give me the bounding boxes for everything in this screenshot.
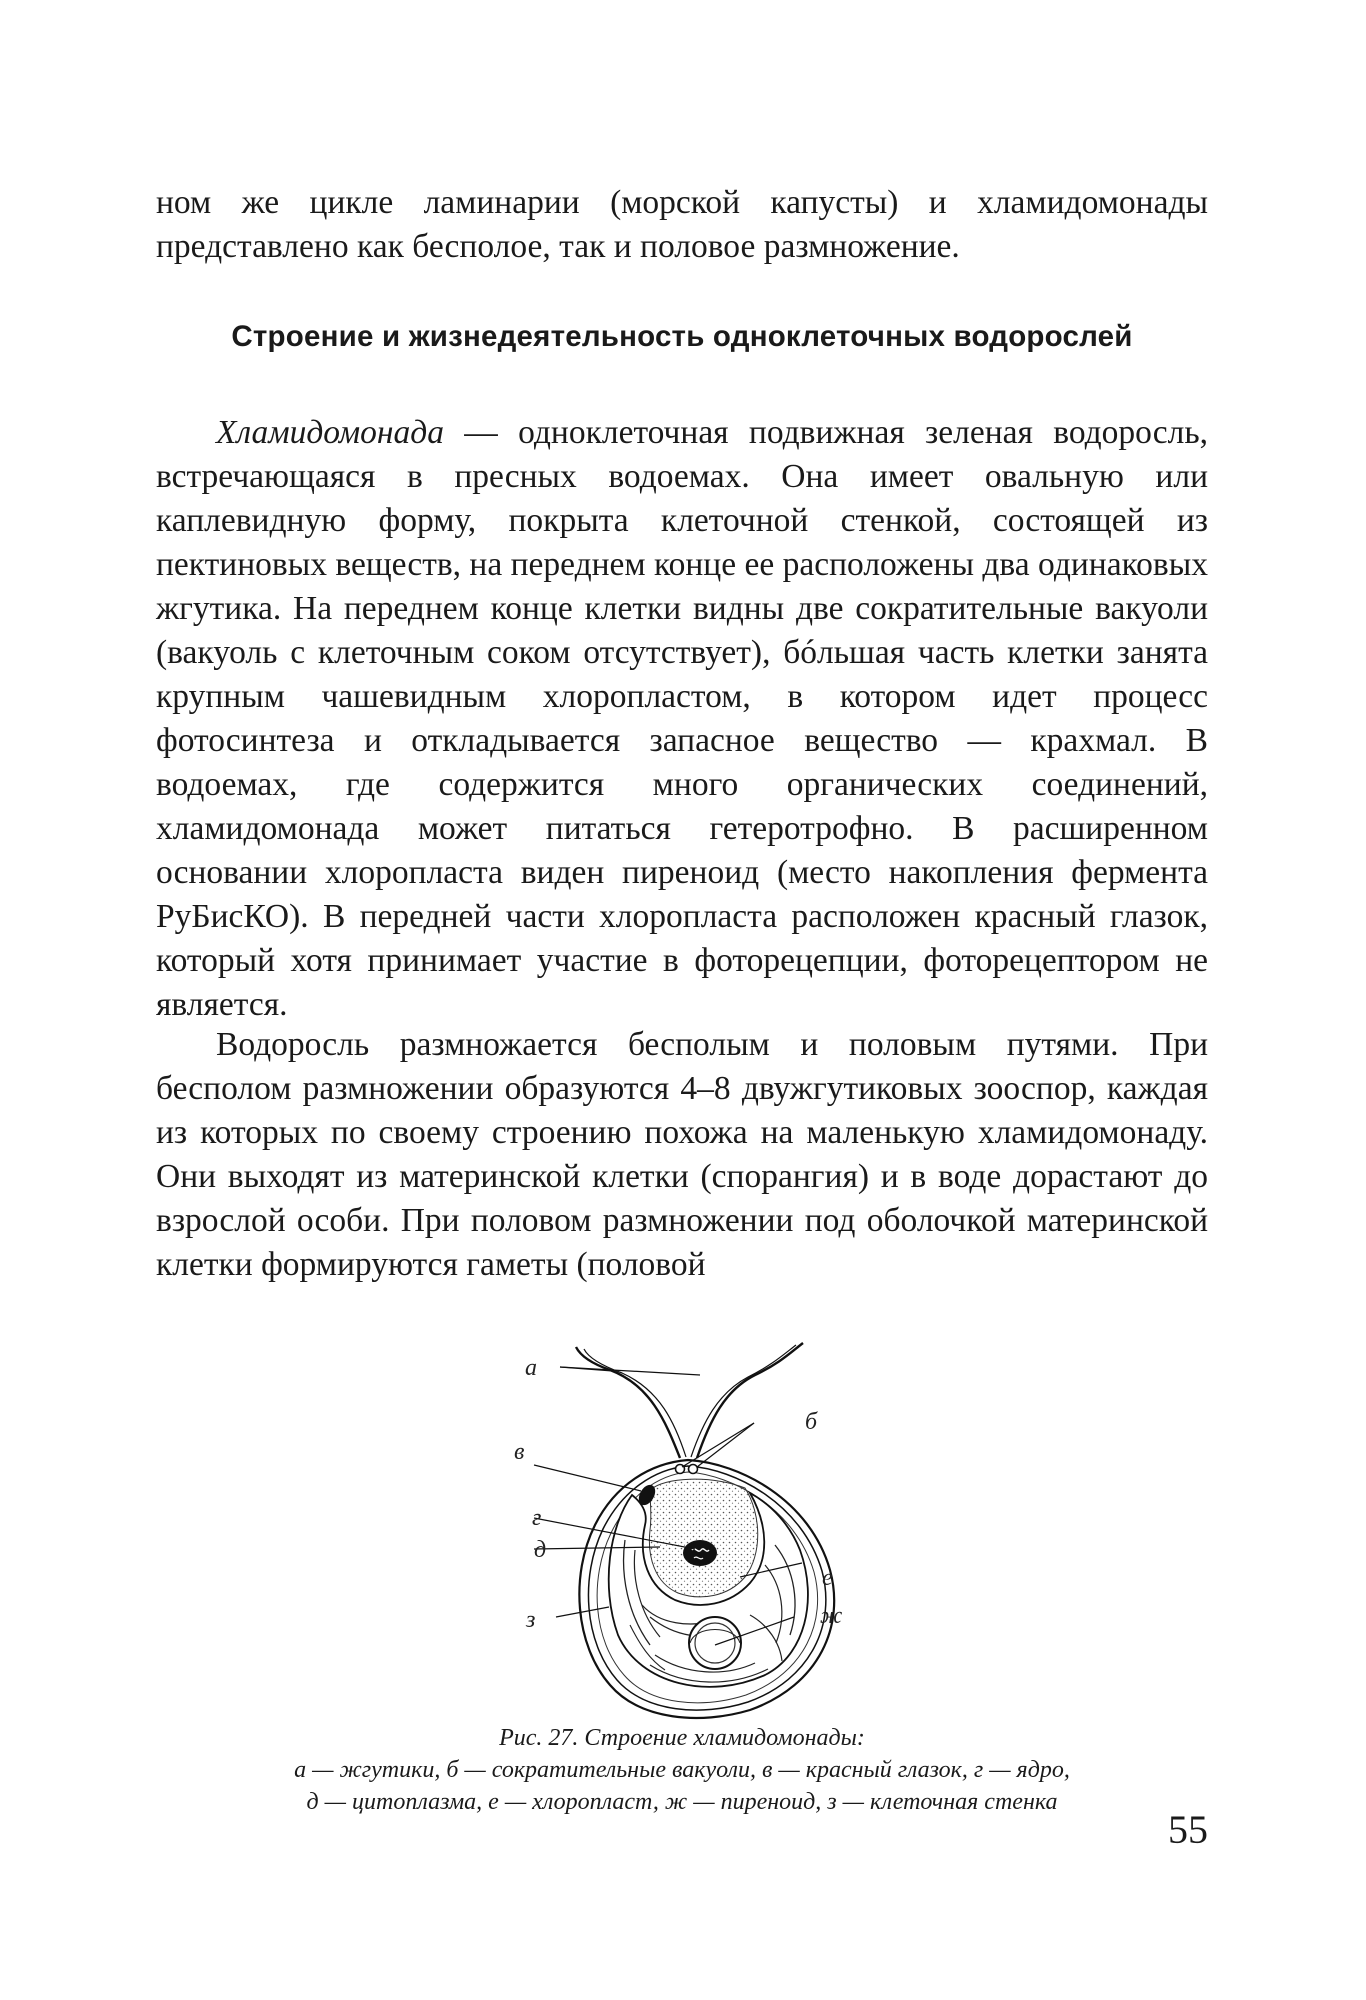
label-b-contractile-vacuoles: б [805,1409,818,1435]
term-chlamydomonas: Хламидомонада [216,414,444,451]
page-number: 55 [1168,1807,1208,1852]
caption-title: Рис. 27. Строение хламидомонады: [499,1725,865,1751]
label-v-red-eyespot: в [514,1439,525,1465]
contractile-vacuole-right [689,1465,698,1474]
cytoplasm [649,1479,757,1597]
intro-paragraph: ном же цикле ламинарии (морской капусты) и хламидомонады представлено как бесполое, так и половое размножение. [156,184,1208,265]
chlamydomonas-diagram [500,1325,880,1725]
section-heading: Строение и жизнедеятельность одноклеточных водорослей [231,320,1133,353]
paragraph-reproduction: Водоросль размножается бесполым и половым путями. При бесполом размножении образуются 4–8 двужгутиковых зооспор, каждая из которых по своему строению похожа на маленькую хламидомонаду. Они выходят из материнской клетки (спорангия) и в воде дорастают до взрослой особи. При половом размножении под оболочкой материнской клетки формируются гаметы (половой [156,1026,1208,1283]
flagellum-left [576,1347,680,1458]
paragraph-1-text: — одноклеточная подвижная зеленая водоросль, встречающаяся в пресных водоемах. Она имеет овальную или каплевидную форму, покрыта клеточной стенкой, состоящей из пектиновых веществ, на переднем конце ее расположены два одинаковых жгутика. На переднем конце клетки видны две сократительные вакуоли (вакуоль с клеточным соком отсутствует), бóльшая часть клетки занята крупным чашевидным хлоропластом, в котором идет процесс фотосинтеза и откладывается запасное вещество — крахмал. В водоемах, где содержится много органических соединений, хламидомонада может питаться гетеротрофно. В расширенном основании хлоропласта виден пиреноид (место накопления фермента РуБисКО). В передней части хлоропласта расположен красный глазок, который хотя принимает участие в фоторецепции, фоторецептором не является. [156,414,1208,1023]
nucleus [683,1540,717,1566]
figure-caption [156,1722,1208,1818]
chlamydomonas-figure [500,1325,880,1725]
label-g-nucleus: г [532,1505,542,1531]
label-e-chloroplast: е [822,1565,833,1591]
label-d-cytoplasm: д [534,1537,547,1563]
caption-line-1: а — жгутики, б — сократительные вакуоли, в — красный глазок, г — ядро, [294,1757,1070,1783]
caption-line-2: д — цитоплазма, е — хлоропласт, ж — пиреноид, з — клеточная стенка [306,1789,1058,1815]
label-a-flagella: а [525,1355,537,1381]
paragraph-chlamydomonas-structure [156,411,1208,1027]
flagellum-right [697,1343,803,1458]
label-zh-pyrenoid: ж [820,1603,843,1629]
label-z-cell-wall: з [526,1607,536,1633]
